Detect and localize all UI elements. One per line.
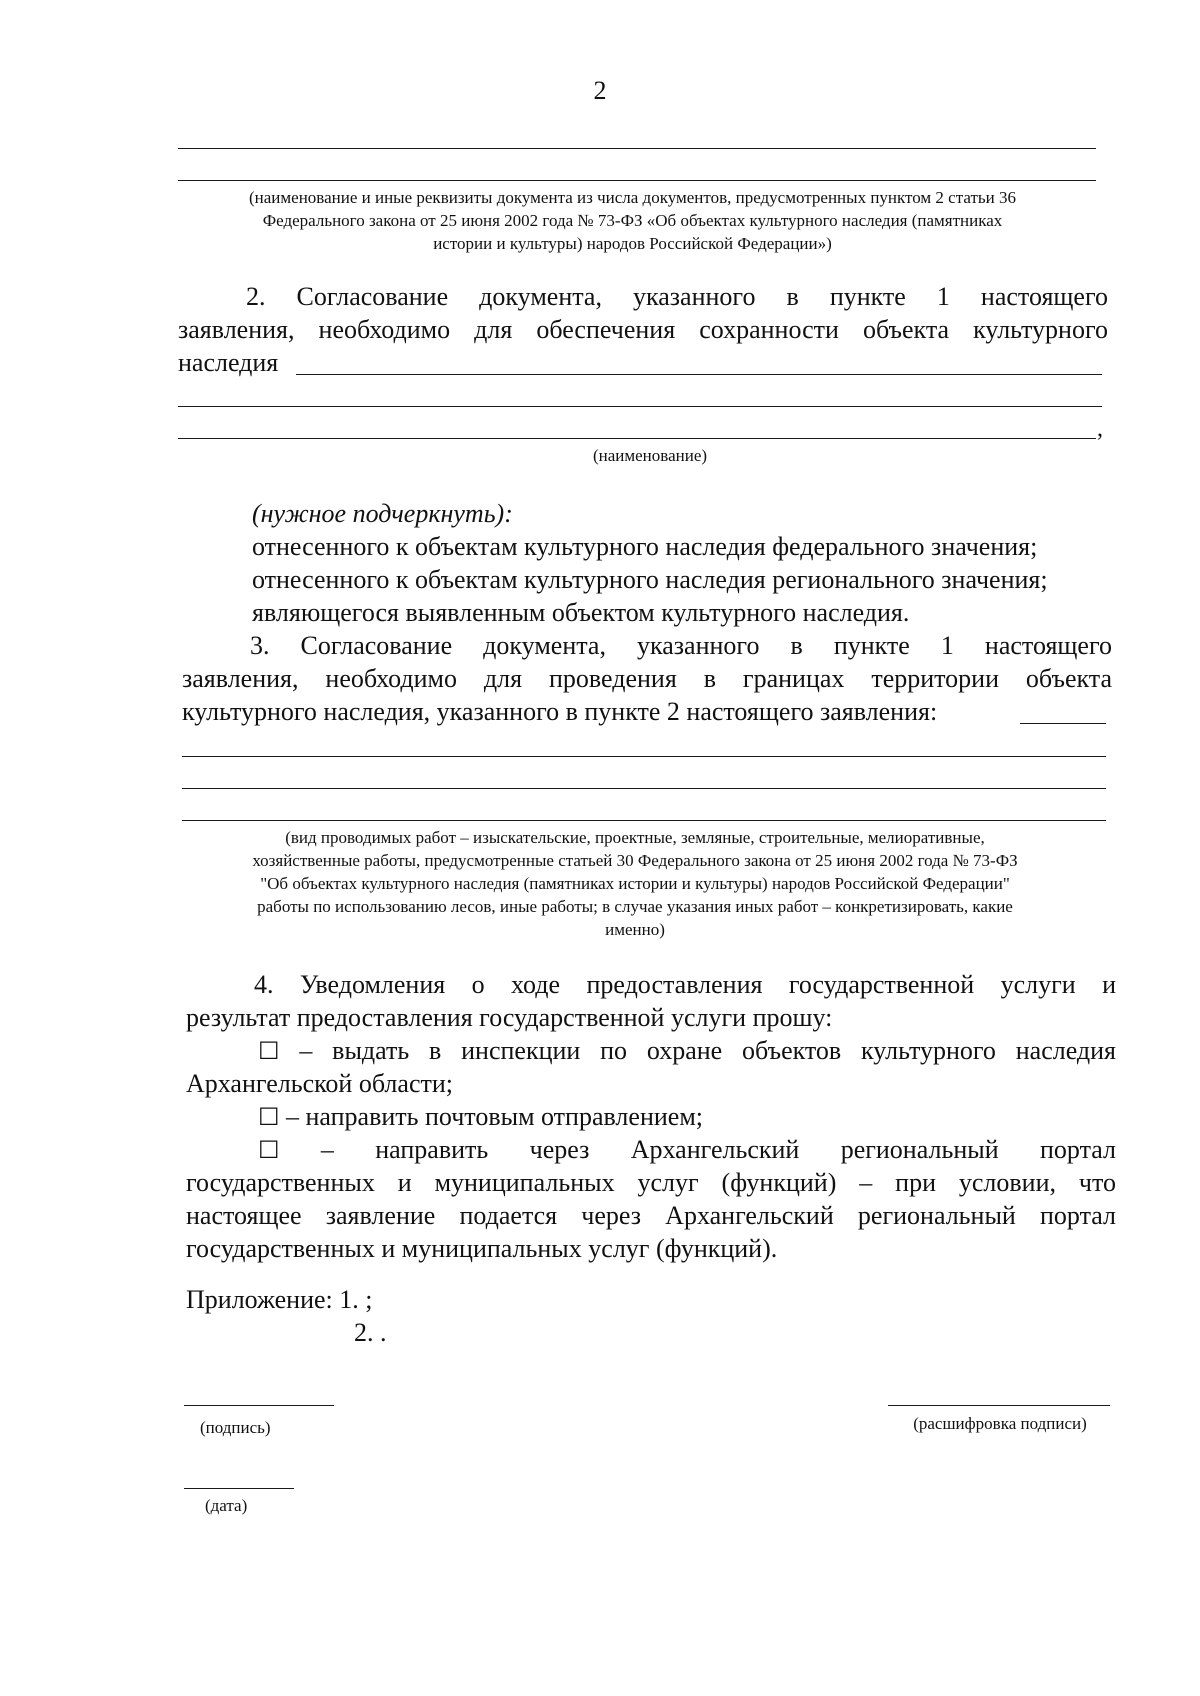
underline-hint [252,497,513,530]
delivery-option-inspection-text: – выдать в инспекции по охране объектов культурного наследия [299,1036,1117,1065]
signature-caption: (подпись) [200,1418,271,1437]
delivery-option-mail [258,1100,703,1135]
works-caption-line: (вид проводимых работ – изыскательские, проектные, земляные, строительные, мелиоративные, [285,828,985,847]
doc-caption [150,186,1115,255]
blank-line-doc-2 [178,180,1096,181]
blank-line-works-1 [182,756,1106,757]
item4-line1: 4. Уведомления о ходе предоставления государственной услуги и [254,970,1116,999]
checkbox-icon[interactable]: ☐ [258,1039,280,1065]
date-line [184,1488,294,1489]
page-number: 2 [593,76,607,105]
attachments-item-2: 2. . [354,1318,387,1347]
choice-option-federal: отнесенного к объектам культурного наследия федерального значения; [252,532,1038,561]
blank-line-doc-1 [178,148,1096,149]
checkbox-icon[interactable]: ☐ [258,1138,280,1164]
signature-decode-caption: (расшифровка подписи) [913,1414,1087,1433]
comma-mark: , [1097,416,1103,442]
item3-line2: заявления, необходимо для проведения в границах территории объекта [182,664,1112,693]
checkbox-icon[interactable]: ☐ [258,1105,280,1131]
works-caption-line: "Об объектах культурного наследия (памятниках истории и культуры) народов Российской Федерации" [260,874,1010,893]
delivery-option-inspection [258,1034,1116,1069]
signature-line [184,1405,334,1406]
blank-line-works-3 [182,820,1106,821]
doc-caption-line: (наименование и иные реквизиты документа из числа документов, предусмотренных пунктом 2 статьи 36 [248,188,1017,207]
works-caption-line: именно) [605,920,665,939]
delivery-option-mail-text: – направить почтовым отправлением; [286,1102,703,1131]
works-caption [150,826,1120,941]
blank-line-object-3 [178,438,1096,439]
blank-line-object-1 [296,374,1102,375]
blank-line-works-0 [1020,723,1106,724]
doc-caption-line: Федерального закона от 25 июня 2002 года № 73-ФЗ «Об объектах культурного наследия (памятниках [262,211,1003,230]
delivery-option-portal-line3: настоящее заявление подается через Архангельский региональный портал [186,1201,1116,1230]
item2-line3: наследия [178,348,279,377]
attachments-label: Приложение: 1. ; [186,1285,373,1314]
works-caption-line: работы по использованию лесов, иные работы; в случае указания иных работ – конкретизировать, какие [257,897,1013,916]
delivery-option-inspection-line2: Архангельской области; [186,1069,453,1098]
underline-hint-italic: (нужное подчеркнуть): [252,499,513,528]
choice-option-identified: являющегося выявленным объектом культурного наследия. [252,598,910,627]
delivery-option-portal [258,1133,1116,1168]
blank-line-works-2 [182,788,1106,789]
works-caption-line: хозяйственные работы, предусмотренные статьей 30 Федерального закона от 25 июня 2002 года № 73-ФЗ [252,851,1018,870]
item2-line2: заявления, необходимо для обеспечения сохранности объекта культурного [178,315,1108,344]
blank-line-object-2 [178,406,1102,407]
delivery-option-portal-line2: государственных и муниципальных услуг (функций) – при условии, что [186,1168,1116,1197]
doc-caption-line: истории и культуры) народов Российской Федерации») [433,234,832,253]
delivery-option-portal-line4: государственных и муниципальных услуг (функций). [186,1234,778,1263]
delivery-option-portal-text: – направить через Архангельский региональный портал [320,1135,1116,1164]
item3-line1: 3. Согласование документа, указанного в пункте 1 настоящего [250,631,1112,660]
signature-decode-line [888,1405,1110,1406]
date-caption: (дата) [205,1496,248,1515]
object-name-caption: (наименование) [592,446,708,465]
item4-line2: результат предоставления государственной услуги прошу: [186,1003,833,1032]
item2-line1: 2. Согласование документа, указанного в пункте 1 настоящего [246,282,1108,311]
item3-line3: культурного наследия, указанного в пункте 2 настоящего заявления: [182,697,938,726]
choice-option-regional: отнесенного к объектам культурного наследия регионального значения; [252,565,1048,594]
